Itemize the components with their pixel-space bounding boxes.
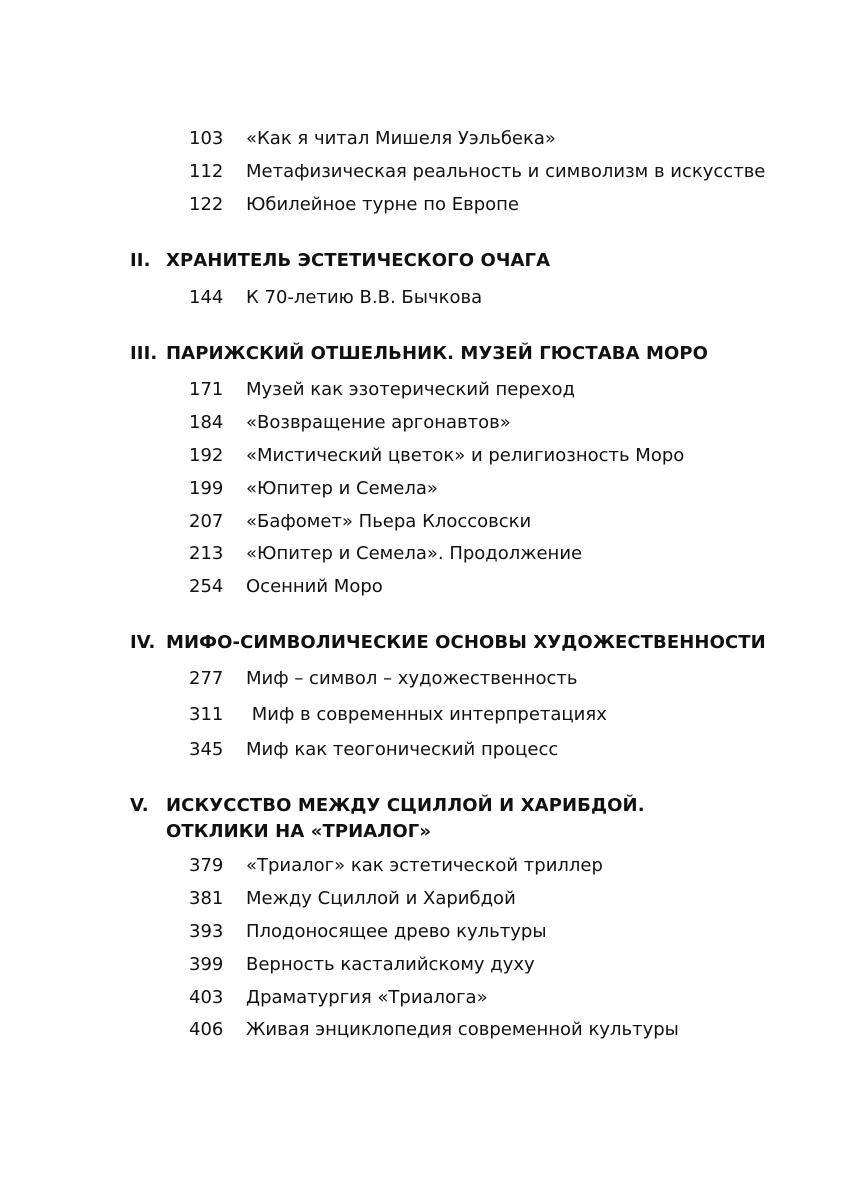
page-number: 112 [189, 161, 224, 182]
section-title: ИСКУССТВО МЕЖДУ СЦИЛЛОЙ И ХАРИБДОЙ. [166, 795, 645, 816]
page-number: 184 [189, 412, 224, 433]
page-number: 403 [189, 987, 224, 1008]
entry-title: Музей как эзотерический переход [246, 379, 575, 400]
page-number: 192 [189, 445, 224, 466]
section-title: ХРАНИТЕЛЬ ЭСТЕТИЧЕСКОГО ОЧАГА [166, 250, 551, 271]
entry-title: Миф в современных интерпретациях [246, 704, 607, 725]
entry-title: Юбилейное турне по Европе [246, 194, 519, 215]
page-number: 406 [189, 1019, 224, 1040]
entry-title: Живая энциклопедия современной культуры [246, 1019, 679, 1040]
entry-title: «Мистический цветок» и религиозность Моро [246, 445, 685, 466]
section-title: ПАРИЖСКИЙ ОТШЕЛЬНИК. МУЗЕЙ ГЮСТАВА МОРО [166, 343, 709, 364]
section-numeral: IV. [130, 632, 156, 653]
entry-title: Осенний Моро [246, 576, 383, 597]
page-number: 213 [189, 543, 224, 564]
page-number: 122 [189, 194, 224, 215]
entry-title: Миф – символ – художественность [246, 668, 578, 689]
entry-title: Верность касталийскому духу [246, 954, 535, 975]
page-number: 381 [189, 888, 224, 909]
entry-title: Драматургия «Триалога» [246, 987, 488, 1008]
entry-title: Плодоносящее древо культуры [246, 921, 547, 942]
page-number: 393 [189, 921, 224, 942]
page-number: 144 [189, 287, 224, 308]
page-number: 345 [189, 739, 224, 760]
page-number: 103 [189, 128, 224, 149]
entry-title: «Юпитер и Семела». Продолжение [246, 543, 583, 564]
page-number: 207 [189, 511, 224, 532]
entry-title: «Юпитер и Семела» [246, 478, 438, 499]
section-numeral: III. [130, 343, 158, 364]
entry-title: К 70-летию В.В. Бычкова [246, 287, 483, 308]
page-number: 311 [189, 704, 224, 725]
entry-title: «Возвращение аргонавтов» [246, 412, 511, 433]
entry-title: Метафизическая реальность и символизм в искусстве [246, 161, 766, 182]
page-number: 171 [189, 379, 224, 400]
entry-title: «Бафомет» Пьера Клоссовски [246, 511, 532, 532]
entry-title: «Триалог» как эстетической триллер [246, 855, 603, 876]
page-number: 277 [189, 668, 224, 689]
section-numeral: II. [130, 250, 151, 271]
section-title: МИФО-СИМВОЛИЧЕСКИЕ ОСНОВЫ ХУДОЖЕСТВЕННОСТИ [166, 632, 766, 653]
page-number: 399 [189, 954, 224, 975]
page-number: 379 [189, 855, 224, 876]
section-numeral: V. [130, 795, 149, 816]
entry-title: Миф как теогонический процесс [246, 739, 559, 760]
entry-title: «Как я читал Мишеля Уэльбека» [246, 128, 556, 149]
page-number: 254 [189, 576, 224, 597]
entry-title: Между Сциллой и Харибдой [246, 888, 516, 909]
section-title-line2: ОТКЛИКИ НА «ТРИАЛОГ» [166, 821, 432, 842]
page-number: 199 [189, 478, 224, 499]
